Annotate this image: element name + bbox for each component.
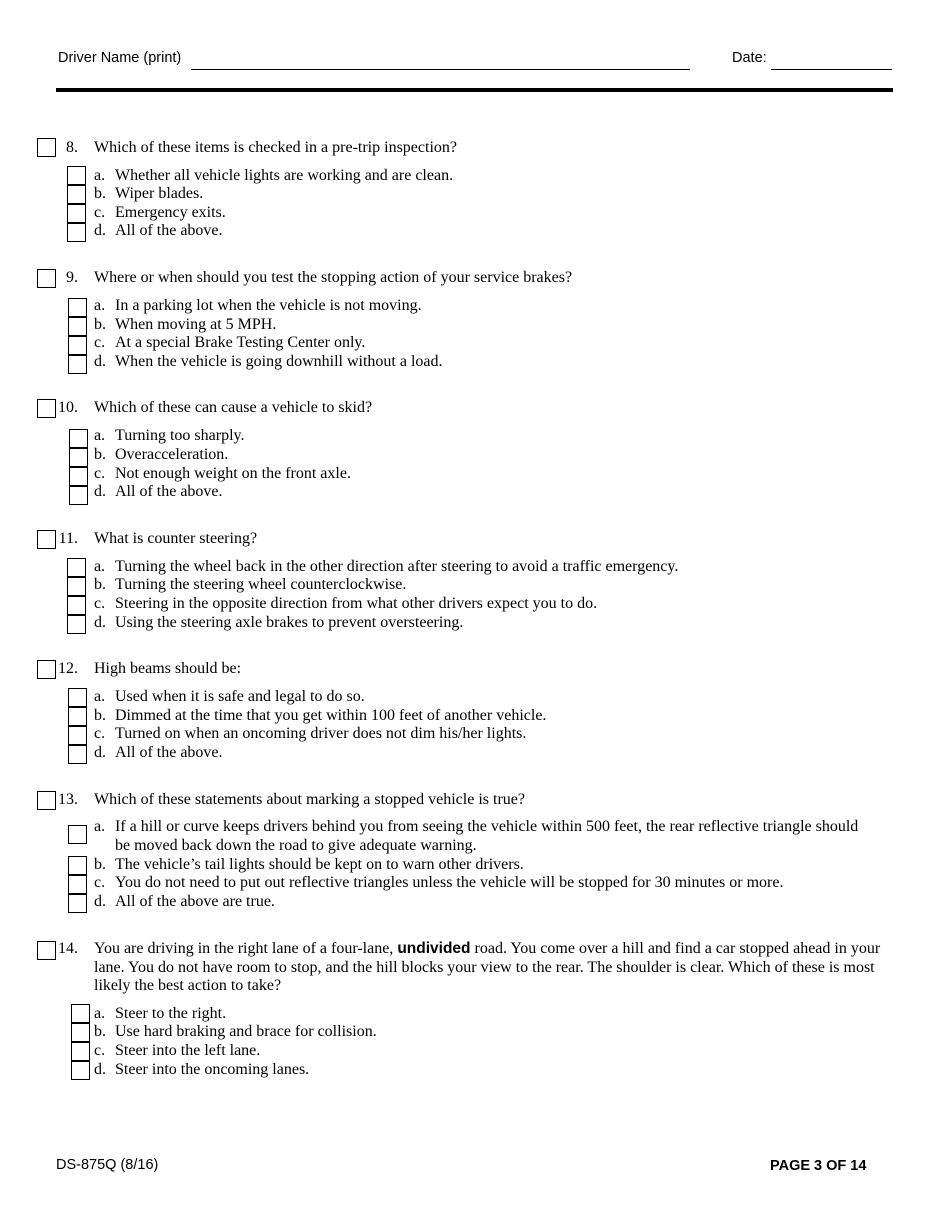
- option-text: All of the above.: [115, 744, 223, 761]
- option-letter: c.: [94, 334, 106, 351]
- option-text: Using the steering axle brakes to prevent oversteering.: [115, 614, 464, 631]
- answer-checkbox-13[interactable]: [37, 791, 56, 810]
- option-letter: a.: [94, 688, 106, 705]
- option-text: Turned on when an oncoming driver does not dim his/her lights.: [115, 725, 527, 742]
- option-letter: b.: [94, 1023, 106, 1040]
- option-text: If a hill or curve keeps drivers behind you from seeing the vehicle within 500 feet, the rear reflective triangle should be moved back down the road to give adequate warning.: [115, 818, 859, 854]
- option-text: All of the above.: [115, 222, 223, 239]
- question-text: [94, 940, 894, 996]
- option-checkbox[interactable]: [71, 1023, 90, 1042]
- option-text: Steer into the left lane.: [115, 1042, 261, 1059]
- option-letter: a.: [94, 427, 106, 444]
- option-checkbox[interactable]: [68, 856, 87, 875]
- option-checkbox[interactable]: [69, 429, 88, 448]
- option-checkbox[interactable]: [67, 204, 86, 223]
- option-text: Steer into the oncoming lanes.: [115, 1061, 310, 1078]
- answer-checkbox-12[interactable]: [37, 660, 56, 679]
- option-letter: b.: [94, 856, 106, 873]
- option-text: Turning too sharply.: [115, 427, 245, 444]
- question-number: 9.: [66, 269, 78, 286]
- option-text: Whether all vehicle lights are working and are clean.: [115, 167, 454, 184]
- question-number: 12.: [58, 660, 78, 677]
- answer-checkbox-14[interactable]: [37, 941, 56, 960]
- question-text: Which of these can cause a vehicle to skid?: [94, 399, 373, 416]
- option-text: Overacceleration.: [115, 446, 229, 463]
- option-text: When moving at 5 MPH.: [115, 316, 277, 333]
- option-text: Steering in the opposite direction from what other drivers expect you to do.: [115, 595, 598, 612]
- option-letter: a.: [94, 558, 106, 575]
- option-letter: d.: [94, 1061, 106, 1078]
- option-checkbox[interactable]: [67, 596, 86, 615]
- option-checkbox[interactable]: [69, 448, 88, 467]
- option-text: Wiper blades.: [115, 185, 204, 202]
- option-text: The vehicle’s tail lights should be kept on to warn other drivers.: [115, 856, 524, 873]
- option-letter: d.: [94, 483, 106, 500]
- option-letter: c.: [94, 465, 106, 482]
- driver-name-label: Driver Name (print): [58, 50, 182, 66]
- option-checkbox[interactable]: [68, 894, 87, 913]
- option-text: Not enough weight on the front axle.: [115, 465, 351, 482]
- option-checkbox[interactable]: [71, 1061, 90, 1080]
- option-checkbox[interactable]: [67, 615, 86, 634]
- option-checkbox[interactable]: [68, 688, 87, 707]
- option-letter: d.: [94, 744, 106, 761]
- question-text: Which of these statements about marking a stopped vehicle is true?: [94, 791, 525, 808]
- option-text: All of the above.: [115, 483, 223, 500]
- question-number: 10.: [58, 399, 78, 416]
- option-letter: b.: [94, 185, 106, 202]
- option-text: Dimmed at the time that you get within 100 feet of another vehicle.: [115, 707, 547, 724]
- question-number: 13.: [58, 791, 78, 808]
- option-text: Steer to the right.: [115, 1005, 227, 1022]
- date-label: Date:: [732, 50, 767, 66]
- driver-name-field[interactable]: [191, 69, 690, 70]
- option-checkbox[interactable]: [67, 223, 86, 242]
- option-text: You do not need to put out reflective triangles unless the vehicle will be stopped for 30 minutes or more.: [115, 874, 784, 891]
- option-checkbox[interactable]: [68, 336, 87, 355]
- question-text-emphasis: undivided: [397, 940, 471, 957]
- form-id: DS-875Q (8/16): [56, 1157, 159, 1173]
- option-checkbox[interactable]: [67, 558, 86, 577]
- question-number: 14.: [58, 940, 78, 957]
- option-text: All of the above are true.: [115, 893, 275, 910]
- option-text: At a special Brake Testing Center only.: [115, 334, 366, 351]
- option-checkbox[interactable]: [68, 355, 87, 374]
- option-letter: d.: [94, 614, 106, 631]
- option-letter: d.: [94, 222, 106, 239]
- option-checkbox[interactable]: [69, 467, 88, 486]
- option-text: Use hard braking and brace for collision.: [115, 1023, 377, 1040]
- answer-checkbox-11[interactable]: [37, 530, 56, 549]
- question-text: What is counter steering?: [94, 530, 258, 547]
- question-text-before: You are driving in the right lane of a four-lane,: [94, 940, 398, 957]
- option-text: Emergency exits.: [115, 204, 226, 221]
- option-text: When the vehicle is going downhill without a load.: [115, 353, 443, 370]
- question-text: Which of these items is checked in a pre-trip inspection?: [94, 139, 457, 156]
- header-divider: [56, 88, 893, 92]
- option-letter: c.: [94, 204, 106, 221]
- option-letter: c.: [94, 725, 106, 742]
- option-text: Turning the steering wheel counterclockwise.: [115, 576, 407, 593]
- date-field[interactable]: [771, 69, 892, 70]
- option-checkbox[interactable]: [68, 745, 87, 764]
- option-checkbox[interactable]: [71, 1004, 90, 1023]
- option-letter: c.: [94, 874, 106, 891]
- option-letter: b.: [94, 576, 106, 593]
- option-letter: c.: [94, 595, 106, 612]
- option-checkbox[interactable]: [68, 875, 87, 894]
- option-checkbox[interactable]: [68, 317, 87, 336]
- option-checkbox[interactable]: [71, 1042, 90, 1061]
- answer-checkbox-10[interactable]: [37, 399, 56, 418]
- option-checkbox[interactable]: [67, 185, 86, 204]
- option-letter: a.: [94, 818, 106, 835]
- answer-checkbox-8[interactable]: [37, 138, 56, 157]
- question-text: High beams should be:: [94, 660, 242, 677]
- option-letter: b.: [94, 446, 106, 463]
- question-number: 8.: [66, 139, 78, 156]
- answer-checkbox-9[interactable]: [37, 269, 56, 288]
- option-checkbox[interactable]: [68, 726, 87, 745]
- question-number: 11.: [58, 530, 78, 547]
- option-letter: a.: [94, 1005, 106, 1022]
- option-letter: b.: [94, 707, 106, 724]
- option-checkbox[interactable]: [68, 298, 87, 317]
- option-text: In a parking lot when the vehicle is not moving.: [115, 297, 422, 314]
- option-letter: d.: [94, 893, 106, 910]
- option-letter: c.: [94, 1042, 106, 1059]
- page-number: PAGE 3 OF 14: [770, 1158, 867, 1174]
- question-text-after: road. You come over a hill and find a car stopped ahead in your lane. You do not have room to stop, and the hill blocks your view to the rear. The shoulder is clear. Which of these is most likely the best action to take?: [94, 940, 881, 994]
- option-letter: d.: [94, 353, 106, 370]
- option-checkbox[interactable]: [69, 486, 88, 505]
- option-letter: b.: [94, 316, 106, 333]
- option-checkbox[interactable]: [67, 166, 86, 185]
- option-checkbox[interactable]: [68, 825, 87, 844]
- option-checkbox[interactable]: [67, 577, 86, 596]
- option-text: Turning the wheel back in the other direction after steering to avoid a traffic emergency.: [115, 558, 679, 575]
- question-text: Where or when should you test the stopping action of your service brakes?: [94, 269, 573, 286]
- option-text: Used when it is safe and legal to do so.: [115, 688, 365, 705]
- option-checkbox[interactable]: [68, 707, 87, 726]
- option-letter: a.: [94, 167, 106, 184]
- option-letter: a.: [94, 297, 106, 314]
